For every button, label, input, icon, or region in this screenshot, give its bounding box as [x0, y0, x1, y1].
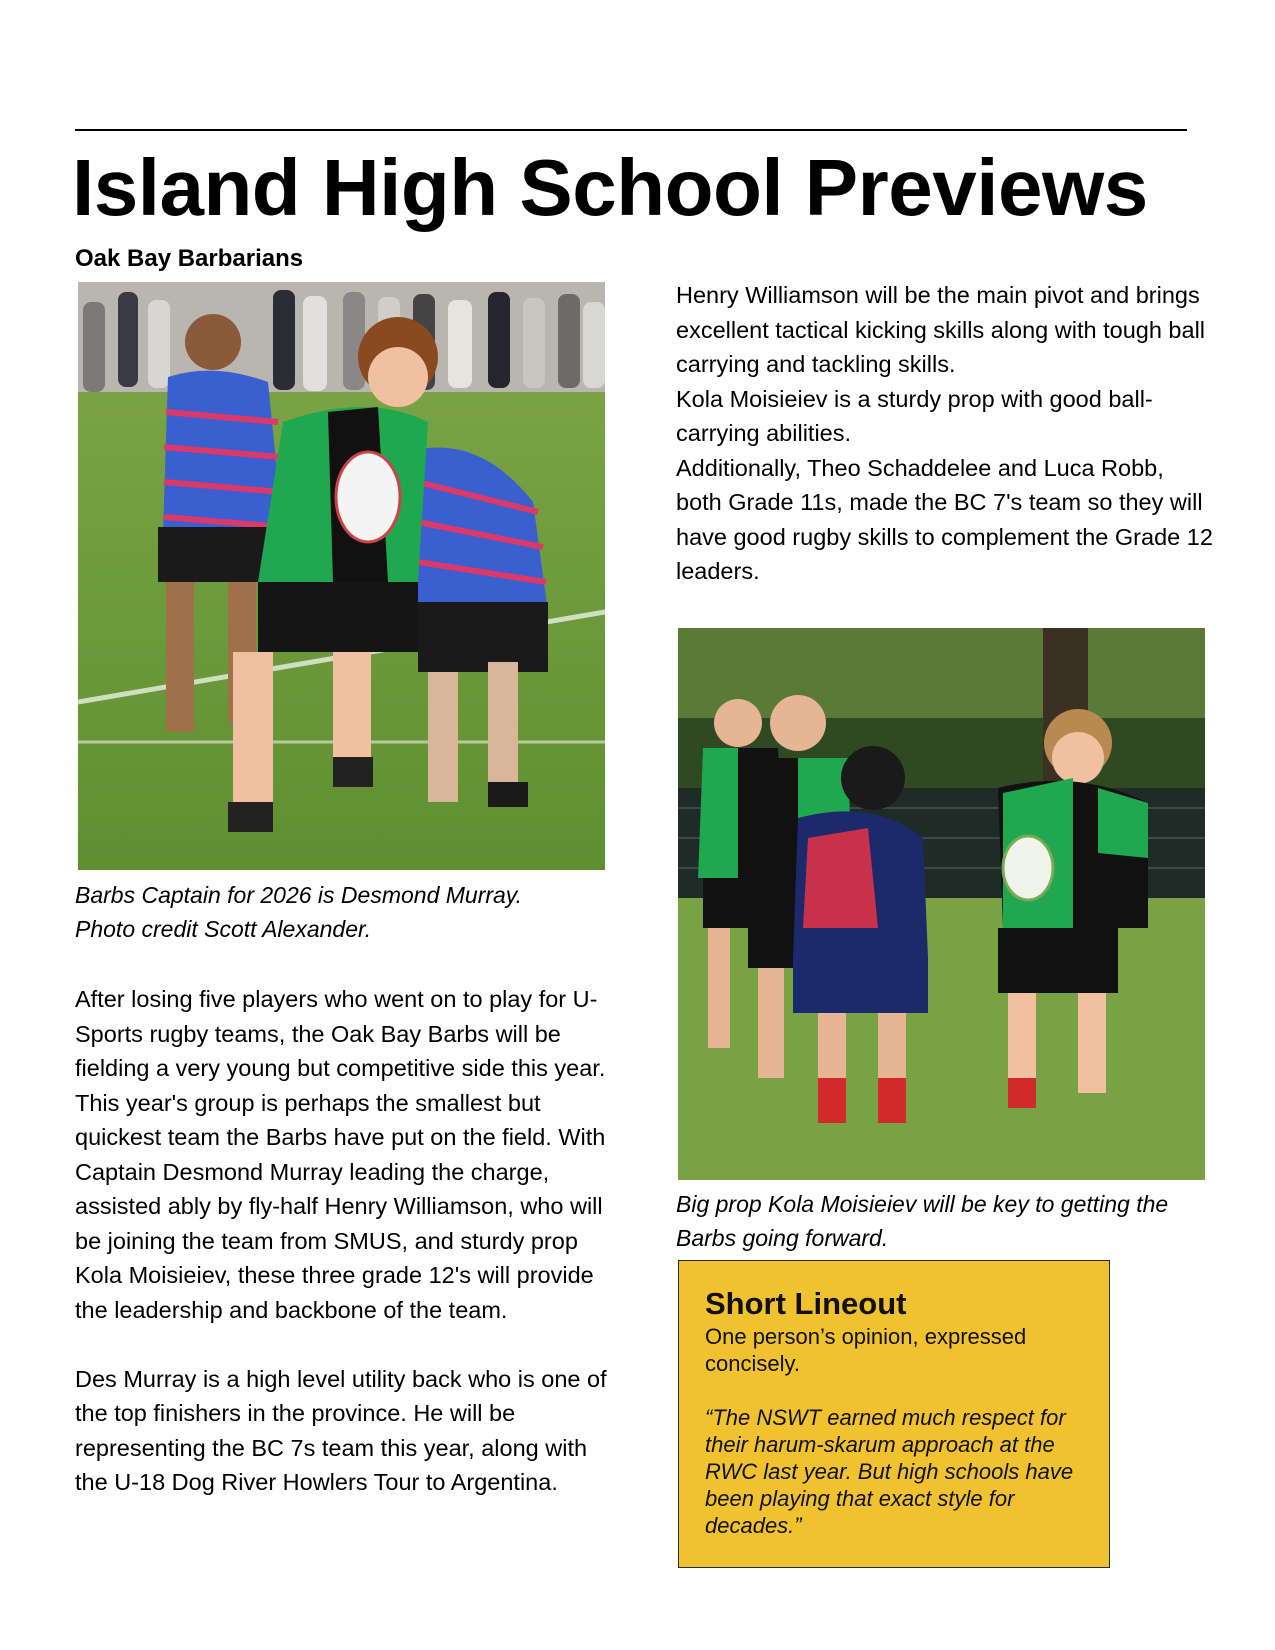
- caption-line-1: Barbs Captain for 2026 is Desmond Murray.: [75, 882, 522, 908]
- box-subtitle: One person’s opinion, expressed concisely.: [705, 1324, 1027, 1376]
- right-column: [676, 278, 1216, 589]
- page-title: Island High School Previews: [72, 143, 1148, 232]
- rugby-action-photo-icon: [78, 282, 605, 870]
- left-paragraph-2: Des Murray is a high level utility back who is one of the top finishers in the province. He will be representing the BC 7s team this year, along with the U-18 Dog River Howlers Tour to Argentina.: [75, 1365, 607, 1495]
- title-rule: [75, 129, 1187, 131]
- caption-line-2: Photo credit Scott Alexander.: [75, 916, 372, 942]
- box-title: Short Lineout: [705, 1286, 907, 1321]
- right-paragraph-2: Kola Moisieiev is a sturdy prop with good ball-carrying abilities.: [676, 385, 1153, 446]
- right-paragraph-1: Henry Williamson will be the main pivot and brings excellent tactical kicking skills along with tough ball carrying and tackling skills.: [676, 282, 1206, 377]
- right-paragraph-3: Additionally, Theo Schaddelee and Luca Robb, both Grade 11s, made the BC 7's team so they will have good rugby skills to complement the Grade 12 leaders.: [676, 454, 1213, 584]
- short-lineout-box: [678, 1260, 1110, 1568]
- rugby-action-photo-icon: [678, 628, 1205, 1180]
- prop-photo-caption: Big prop Kola Moisieiev will be key to getting the Barbs going forward.: [676, 1191, 1169, 1251]
- prop-photo: [678, 628, 1205, 1180]
- box-quote: “The NSWT earned much respect for their harum-skarum approach at the RWC last year. But high schools have been playing that exact style for decades.”: [705, 1405, 1074, 1538]
- left-column: [75, 982, 620, 1500]
- left-paragraph-1: After losing five players who went on to play for U-Sports rugby teams, the Oak Bay Barbs will be fielding a very young but competitive side this year. This year's group is perhaps the smallest but quickest team the Barbs have put on the field. With Captain Desmond Murray leading the charge, assisted ably by fly-half Henry Williamson, who will be joining the team from SMUS, and sturdy prop Kola Moisieiev, these three grade 12's will provide the leadership and backbone of the team.: [75, 986, 606, 1323]
- captain-photo: [78, 282, 605, 870]
- section-heading: Oak Bay Barbarians: [75, 245, 304, 272]
- captain-photo-caption: [75, 878, 615, 946]
